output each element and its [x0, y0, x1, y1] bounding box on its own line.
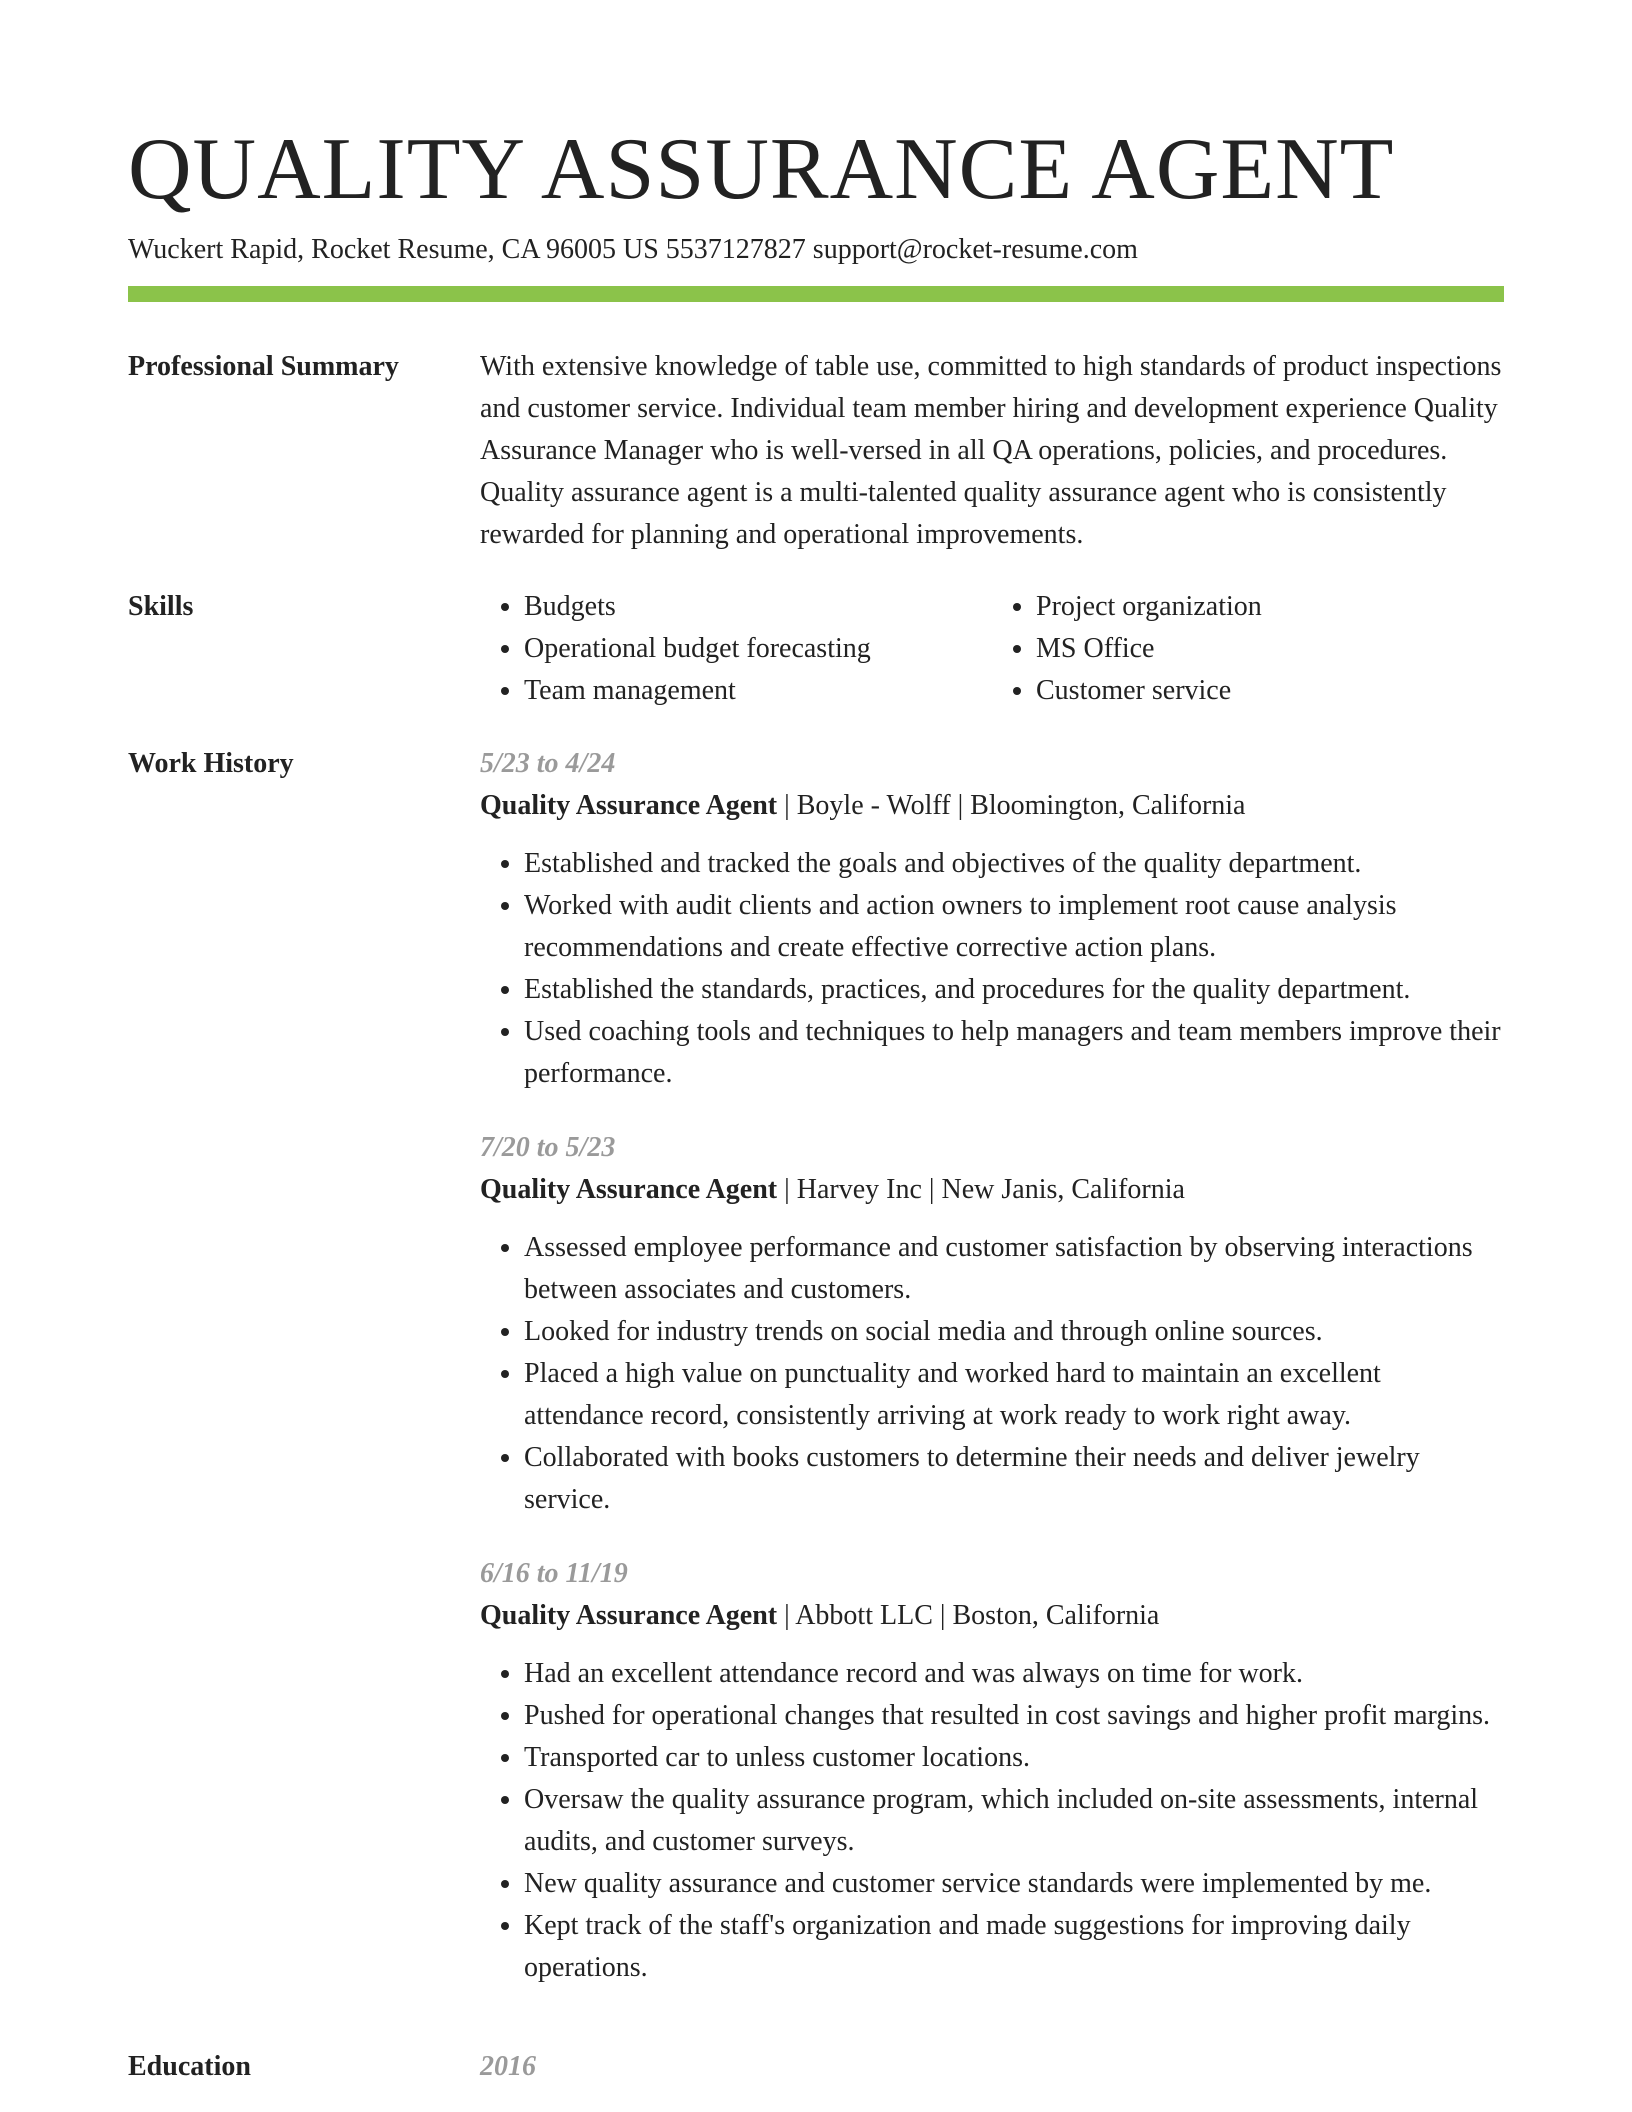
skill-item: • MS Office: [1036, 628, 1504, 670]
job-bullet: • Collaborated with books customers to determine their needs and deliver jewelry service.: [524, 1437, 1504, 1521]
job-separator: |: [950, 790, 971, 821]
job-title: Quality Assurance Agent: [480, 790, 778, 821]
job-bullet: • Used coaching tools and techniques to help managers and team members improve their performance.: [524, 1011, 1504, 1095]
job-bullet: • Pushed for operational changes that resulted in cost savings and higher profit margins.: [524, 1695, 1504, 1737]
job-separator: |: [932, 1600, 953, 1631]
job-separator: |: [921, 1174, 942, 1205]
skill-item: • Customer service: [1036, 670, 1504, 712]
job-location: New Janis, California: [941, 1174, 1185, 1205]
job-bullets: [480, 1653, 1504, 1989]
header-divider: [128, 286, 1504, 302]
job-heading: [480, 1169, 1504, 1211]
job-bullet: • New quality assurance and customer service standards were implemented by me.: [524, 1863, 1504, 1905]
job-title: Quality Assurance Agent: [480, 1600, 778, 1631]
skill-item: • Operational budget forecasting: [524, 628, 992, 670]
job-company: Abbott LLC: [795, 1600, 933, 1631]
job-bullet: • Established and tracked the goals and objectives of the quality department.: [524, 843, 1504, 885]
job-dates: 6/16 to 11/19: [480, 1558, 628, 1589]
job-entry: [480, 1553, 1504, 1989]
section-label-summary: Professional Summary: [128, 351, 399, 382]
section-label-work-history: Work History: [128, 748, 294, 779]
job-location: Boston, California: [952, 1600, 1160, 1631]
job-heading: [480, 785, 1504, 827]
job-bullet: • Kept track of the staff's organization and made suggestions for improving daily operations.: [524, 1905, 1504, 1989]
job-dates: 7/20 to 5/23: [480, 1132, 616, 1163]
job-bullet: • Oversaw the quality assurance program, which included on-site assessments, internal audits, and customer surveys.: [524, 1779, 1504, 1863]
contact-line: Wuckert Rapid, Rocket Resume, CA 96005 US 5537127827 support@rocket-resume.com: [128, 234, 1138, 265]
job-title: Quality Assurance Agent: [480, 1174, 778, 1205]
section-label-skills: Skills: [128, 591, 194, 622]
skill-item: • Team management: [524, 670, 992, 712]
job-bullet: • Established the standards, practices, and procedures for the quality department.: [524, 969, 1504, 1011]
job-dates: 5/23 to 4/24: [480, 748, 616, 779]
education-dates: 2016: [480, 2051, 536, 2082]
section-label-education: Education: [128, 2051, 251, 2082]
resume-header: [128, 118, 1504, 268]
job-entry: [480, 743, 1504, 1095]
job-bullet: • Looked for industry trends on social media and through online sources.: [524, 1311, 1504, 1353]
job-bullet: • Worked with audit clients and action owners to implement root cause analysis recommendations and create effective corrective action plans.: [524, 885, 1504, 969]
resume-title: QUALITY ASSURANCE AGENT: [128, 121, 1395, 218]
job-location: Bloomington, California: [970, 790, 1246, 821]
skill-item: • Budgets: [524, 586, 992, 628]
job-bullet: • Assessed employee performance and customer satisfaction by observing interactions between associates and customers.: [524, 1227, 1504, 1311]
job-bullets: [480, 843, 1504, 1095]
job-bullets: [480, 1227, 1504, 1521]
job-separator: |: [777, 1174, 797, 1205]
job-company: Boyle - Wolff: [796, 790, 951, 821]
skill-item: • Project organization: [1036, 586, 1504, 628]
skills-column-1: [480, 586, 992, 712]
summary-text: With extensive knowledge of table use, committed to high standards of product inspections and customer service. Individual team member hiring and development experience Quality Assurance Manager who is well-versed in all QA operations, policies, and procedures. Quality assurance agent is a multi-talented quality assurance agent who is consistently rewarded for planning and operational improvements.: [480, 351, 1502, 550]
skills-column-2: [992, 586, 1504, 712]
job-heading: [480, 1595, 1504, 1637]
job-entry: [480, 1127, 1504, 1521]
job-separator: |: [777, 1600, 796, 1631]
job-bullet: • Transported car to unless customer locations.: [524, 1737, 1504, 1779]
job-bullet: • Placed a high value on punctuality and worked hard to maintain an excellent attendance record, consistently arriving at work ready to work right away.: [524, 1353, 1504, 1437]
job-separator: |: [777, 790, 797, 821]
job-company: Harvey Inc: [796, 1174, 922, 1205]
job-bullet: • Had an excellent attendance record and was always on time for work.: [524, 1653, 1504, 1695]
